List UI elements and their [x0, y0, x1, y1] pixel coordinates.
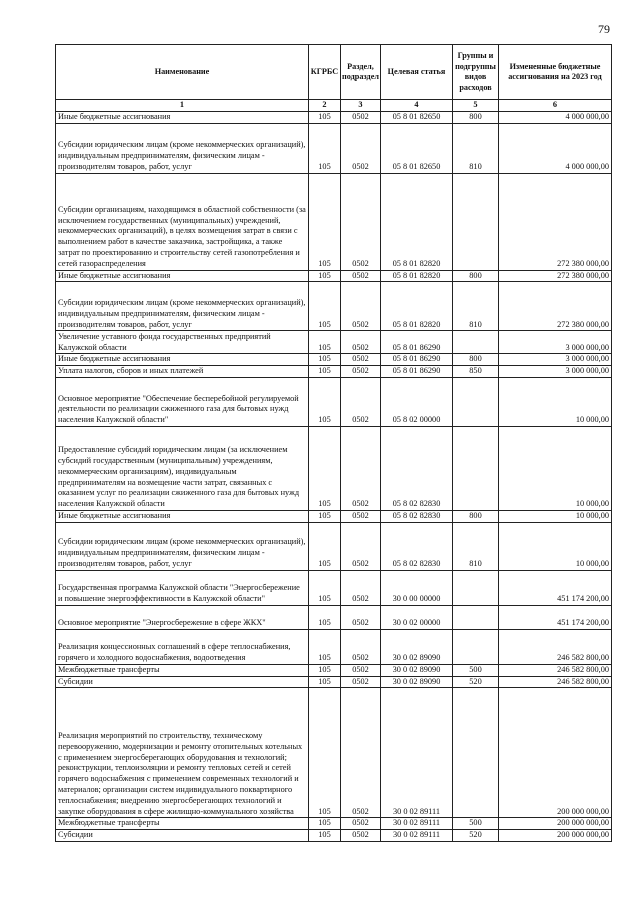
- row-group: 810: [453, 282, 499, 331]
- row-razdel: 0502: [341, 377, 381, 426]
- row-target: 05 8 01 86290: [381, 331, 453, 354]
- row-razdel: 0502: [341, 366, 381, 378]
- row-group: [453, 629, 499, 664]
- row-razdel: 0502: [341, 664, 381, 676]
- table-row: [56, 629, 612, 664]
- row-target: 30 0 02 89111: [381, 830, 453, 842]
- header-kgrbs: КГРБС: [309, 45, 341, 100]
- row-amount: 246 582 800,00: [499, 676, 612, 688]
- table-row: [56, 173, 612, 270]
- row-amount: 10 000,00: [499, 426, 612, 510]
- row-amount: 200 000 000,00: [499, 830, 612, 842]
- table-row: [56, 510, 612, 522]
- row-target: 05 8 01 86290: [381, 366, 453, 378]
- row-razdel: 0502: [341, 605, 381, 629]
- row-name: Субсидии юридическим лицам (кроме некоммерческих организаций), индивидуальным предпринимателям, физическим лицам - производителям товаров, работ, услуг: [56, 123, 309, 173]
- row-group: 800: [453, 510, 499, 522]
- table-row: [56, 688, 612, 818]
- row-name: Субсидии: [56, 830, 309, 842]
- row-amount: 451 174 200,00: [499, 570, 612, 605]
- row-group: 500: [453, 664, 499, 676]
- row-kgrbs: 105: [309, 570, 341, 605]
- row-kgrbs: 105: [309, 331, 341, 354]
- row-razdel: 0502: [341, 123, 381, 173]
- row-target: 05 8 02 00000: [381, 377, 453, 426]
- table-row: [56, 354, 612, 366]
- table-header-row: [56, 45, 612, 100]
- row-name: Реализация мероприятий по строительству, техническому перевооружению, модернизации и ремонту отопительных котельных с применением энергосберегающих оборудования и технологий; реконструкции, теплоизоляции и ремонту тепловых сетей и сетей горячего водоснабжения с применением современных технологий и материалов; организации систем индивидуального поквартирного теплоснабжения; внедрению энергосберегающих технологий и закупке оборудования в сфере жилищно-коммунального хозяйства: [56, 688, 309, 818]
- row-target: 05 8 02 82830: [381, 426, 453, 510]
- header-amount: Измененные бюджетные ассигнования на 2023 год: [499, 45, 612, 100]
- row-kgrbs: 105: [309, 688, 341, 818]
- table-row: [56, 282, 612, 331]
- table-row: [56, 664, 612, 676]
- row-razdel: 0502: [341, 282, 381, 331]
- row-name: Субсидии организациям, находящимся в областной собственности (за исключением государственных (муниципальных) учреждений, некоммерческих организаций), в целях возмещения затрат в связи с выполнением работ в качестве заказчика, застройщика, а также затрат по проектированию и строительству сетей газопотребления и сетей газораспределения: [56, 173, 309, 270]
- row-amount: 200 000 000,00: [499, 688, 612, 818]
- row-kgrbs: 105: [309, 366, 341, 378]
- row-amount: 10 000,00: [499, 510, 612, 522]
- row-razdel: 0502: [341, 426, 381, 510]
- row-group: [453, 331, 499, 354]
- row-target: 30 0 02 89111: [381, 818, 453, 830]
- header-group: Группы и подгруппы видов расходов: [453, 45, 499, 100]
- row-name: Предоставление субсидий юридическим лицам (за исключением субсидий государственным (муниципальным) учреждениям, некоммерческим организациям), индивидуальным предпринимателям на возмещение части затрат, связанных с оказанием услуг по реализации сжиженного газа для бытовых нужд населения Калужской области: [56, 426, 309, 510]
- table-row: [56, 377, 612, 426]
- table-row: [56, 426, 612, 510]
- header-razdel: Раздел, подраздел: [341, 45, 381, 100]
- row-target: 30 0 02 89111: [381, 688, 453, 818]
- table-row: [56, 522, 612, 570]
- row-group: [453, 688, 499, 818]
- row-name: Увеличение уставного фонда государственных предприятий Калужской области: [56, 331, 309, 354]
- row-amount: 4 000 000,00: [499, 111, 612, 123]
- row-target: 30 0 02 89090: [381, 629, 453, 664]
- column-number: 5: [453, 100, 499, 112]
- page-number: 79: [598, 22, 610, 36]
- row-kgrbs: 105: [309, 522, 341, 570]
- row-target: 05 8 02 82830: [381, 510, 453, 522]
- table-row: [56, 366, 612, 378]
- header-name: Наименование: [56, 45, 309, 100]
- row-kgrbs: 105: [309, 270, 341, 282]
- column-number: 2: [309, 100, 341, 112]
- row-name: Межбюджетные трансферты: [56, 818, 309, 830]
- row-group: [453, 570, 499, 605]
- row-razdel: 0502: [341, 331, 381, 354]
- row-razdel: 0502: [341, 354, 381, 366]
- row-target: 30 0 02 00000: [381, 605, 453, 629]
- row-razdel: 0502: [341, 629, 381, 664]
- column-number: 1: [56, 100, 309, 112]
- row-group: 520: [453, 676, 499, 688]
- row-name: Иные бюджетные ассигнования: [56, 510, 309, 522]
- row-group: 810: [453, 123, 499, 173]
- row-target: 05 8 01 82820: [381, 282, 453, 331]
- row-group: 500: [453, 818, 499, 830]
- row-group: 520: [453, 830, 499, 842]
- row-group: 800: [453, 111, 499, 123]
- row-amount: 200 000 000,00: [499, 818, 612, 830]
- budget-allocation-table: [55, 44, 612, 842]
- row-razdel: 0502: [341, 111, 381, 123]
- row-kgrbs: 105: [309, 123, 341, 173]
- row-razdel: 0502: [341, 510, 381, 522]
- row-target: 30 0 02 89090: [381, 676, 453, 688]
- row-amount: 272 380 000,00: [499, 173, 612, 270]
- row-kgrbs: 105: [309, 377, 341, 426]
- row-kgrbs: 105: [309, 818, 341, 830]
- table-row: [56, 570, 612, 605]
- row-group: [453, 377, 499, 426]
- row-razdel: 0502: [341, 818, 381, 830]
- row-target: 05 8 01 82650: [381, 111, 453, 123]
- table-row: [56, 270, 612, 282]
- row-group: [453, 605, 499, 629]
- row-target: 30 0 00 00000: [381, 570, 453, 605]
- row-amount: 246 582 800,00: [499, 629, 612, 664]
- column-number: 3: [341, 100, 381, 112]
- row-name: Реализация концессионных соглашений в сфере теплоснабжения, горячего и холодного водоснабжения, водоотведения: [56, 629, 309, 664]
- column-number: 4: [381, 100, 453, 112]
- row-group: 800: [453, 354, 499, 366]
- table-row: [56, 331, 612, 354]
- row-amount: 451 174 200,00: [499, 605, 612, 629]
- row-group: 800: [453, 270, 499, 282]
- row-kgrbs: 105: [309, 629, 341, 664]
- row-razdel: 0502: [341, 688, 381, 818]
- row-name: Иные бюджетные ассигнования: [56, 270, 309, 282]
- row-target: 05 8 01 82820: [381, 270, 453, 282]
- row-kgrbs: 105: [309, 605, 341, 629]
- row-name: Субсидии юридическим лицам (кроме некоммерческих организаций), индивидуальным предпринимателям, физическим лицам - производителям товаров, работ, услуг: [56, 282, 309, 331]
- row-amount: 3 000 000,00: [499, 331, 612, 354]
- row-name: Государственная программа Калужской области "Энергосбережение и повышение энергоэффективности в Калужской области": [56, 570, 309, 605]
- row-amount: 10 000,00: [499, 522, 612, 570]
- row-group: [453, 426, 499, 510]
- row-razdel: 0502: [341, 830, 381, 842]
- row-name: Уплата налогов, сборов и иных платежей: [56, 366, 309, 378]
- row-target: 30 0 02 89090: [381, 664, 453, 676]
- row-target: 05 8 01 86290: [381, 354, 453, 366]
- header-target: Целевая статья: [381, 45, 453, 100]
- row-target: 05 8 02 82830: [381, 522, 453, 570]
- table-row: [56, 818, 612, 830]
- row-name: Субсидии: [56, 676, 309, 688]
- row-target: 05 8 01 82820: [381, 173, 453, 270]
- row-name: Межбюджетные трансферты: [56, 664, 309, 676]
- table-row: [56, 123, 612, 173]
- column-number: 6: [499, 100, 612, 112]
- row-amount: 246 582 800,00: [499, 664, 612, 676]
- row-amount: 272 380 000,00: [499, 282, 612, 331]
- row-kgrbs: 105: [309, 664, 341, 676]
- row-razdel: 0502: [341, 173, 381, 270]
- row-name: Иные бюджетные ассигнования: [56, 354, 309, 366]
- row-amount: 10 000,00: [499, 377, 612, 426]
- row-razdel: 0502: [341, 676, 381, 688]
- row-target: 05 8 01 82650: [381, 123, 453, 173]
- row-name: Субсидии юридическим лицам (кроме некоммерческих организаций), индивидуальным предпринимателям, физическим лицам - производителям товаров, работ, услуг: [56, 522, 309, 570]
- row-name: Иные бюджетные ассигнования: [56, 111, 309, 123]
- row-name: Основное мероприятие "Обеспечение бесперебойной регулируемой деятельности по реализации сжиженного газа для бытовых нужд населения Калужской области": [56, 377, 309, 426]
- row-name: Основное мероприятие "Энергосбережение в сфере ЖКХ": [56, 605, 309, 629]
- row-kgrbs: 105: [309, 510, 341, 522]
- row-razdel: 0502: [341, 270, 381, 282]
- row-amount: 3 000 000,00: [499, 366, 612, 378]
- row-kgrbs: 105: [309, 676, 341, 688]
- row-amount: 272 380 000,00: [499, 270, 612, 282]
- row-kgrbs: 105: [309, 426, 341, 510]
- row-amount: 3 000 000,00: [499, 354, 612, 366]
- row-group: 810: [453, 522, 499, 570]
- table-row: [56, 111, 612, 123]
- row-kgrbs: 105: [309, 354, 341, 366]
- row-kgrbs: 105: [309, 282, 341, 331]
- table-row: [56, 830, 612, 842]
- row-kgrbs: 105: [309, 830, 341, 842]
- table-row: [56, 676, 612, 688]
- row-group: [453, 173, 499, 270]
- row-razdel: 0502: [341, 522, 381, 570]
- row-amount: 4 000 000,00: [499, 123, 612, 173]
- row-group: 850: [453, 366, 499, 378]
- column-number-row: [56, 100, 612, 112]
- table-row: [56, 605, 612, 629]
- row-kgrbs: 105: [309, 111, 341, 123]
- row-kgrbs: 105: [309, 173, 341, 270]
- row-razdel: 0502: [341, 570, 381, 605]
